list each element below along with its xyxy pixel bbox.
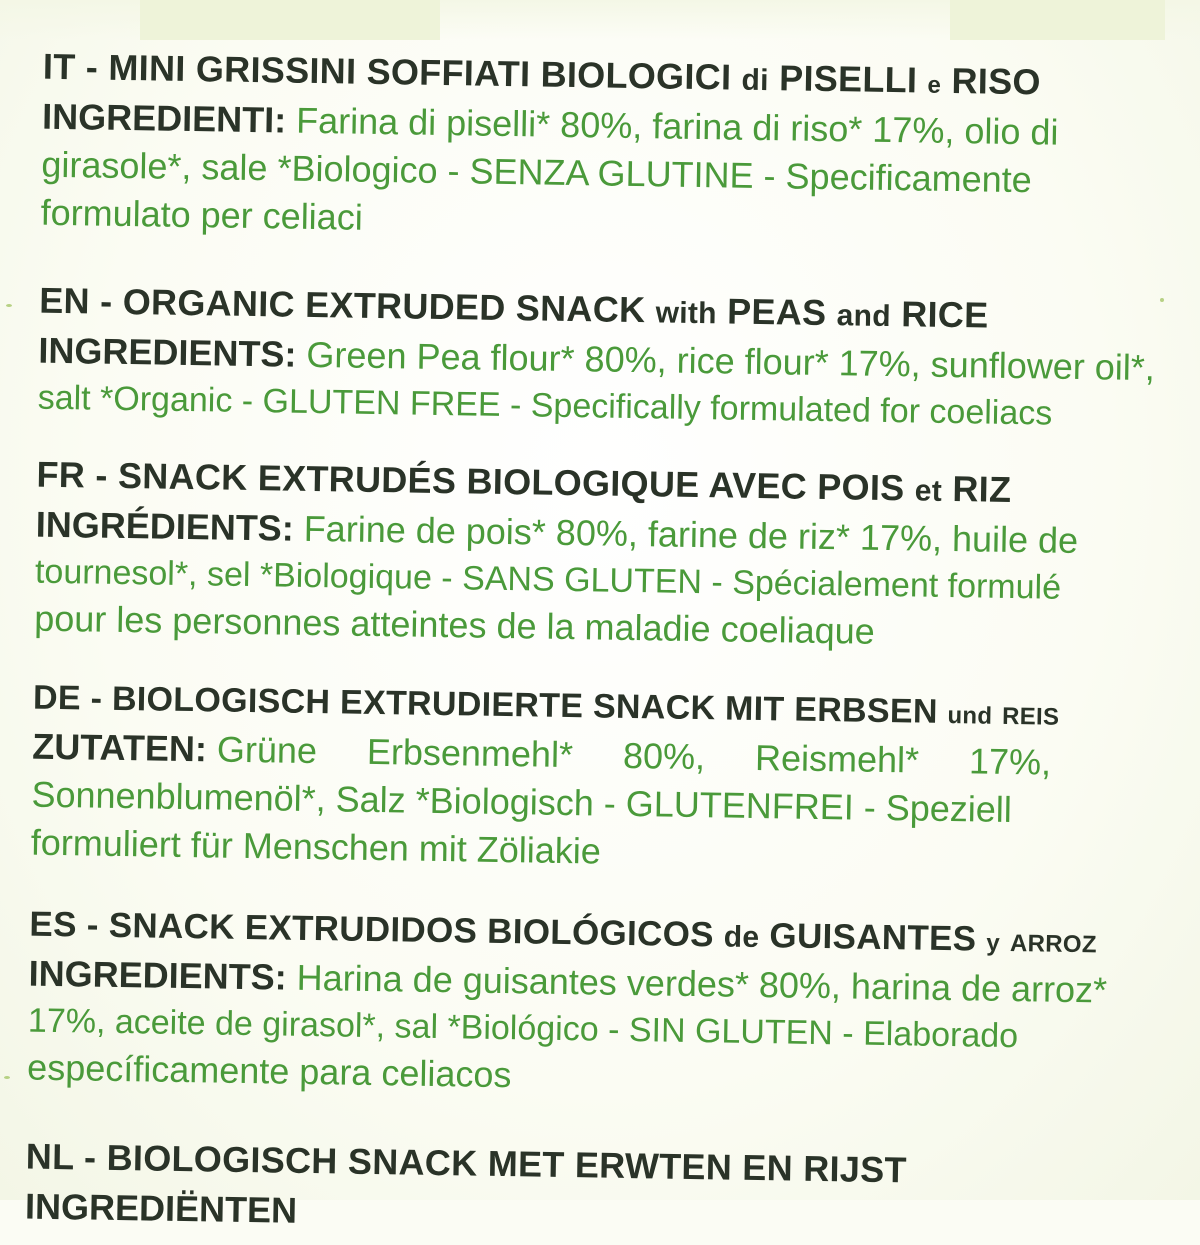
label-colon: : [194,728,218,770]
section-heading [29,904,1169,960]
section-fr [33,453,1177,655]
ingredients-continued: formulato per celiaci [40,191,364,238]
ingredients-label: INGREDIENTS [38,329,285,375]
language-code: IT [42,45,76,88]
product-name: MINI GRISSINI SOFFIATI BIOLOGICI [108,46,732,98]
section-nl [24,1135,1166,1243]
ingredients-continued: pour les personnes atteintes de la maladie coeliaque [33,597,876,652]
ingredients-continued: girasole*, sale *Biologico - SENZA GLUTINE - Specificamente [41,143,1033,201]
ingredients-continued: salt *Organic - GLUTEN FREE - Specifically formulated for coeliacs [37,378,1053,433]
section-es [26,904,1170,1104]
heading-connector-2: e [927,71,942,99]
product-name: SNACK EXTRUDIDOS BIOLÓGICOS [108,905,715,955]
ingredients-continued: Sonnenblumenöl*, Salz *Biologisch - GLUTENFREI - Speziell [31,773,1013,830]
heading-connector: de [723,920,760,955]
heading-separator: - [95,454,119,496]
label-colon: : [274,956,298,998]
ingredients-continued: tournesol*, sel *Biologique - SANS GLUTEN - Spécialement formulé [34,552,1062,607]
ingredients-label: INGREDIENTI [41,95,275,141]
product-name: SNACK EXTRUDÉS BIOLOGIQUE AVEC POIS [117,454,905,509]
ingredients-text: Harina de guisantes verdes* 80%, harina de arroz* [296,956,1108,1011]
section-heading [25,1135,1166,1193]
ingredients-continued: específicamente para celiacos [26,1046,512,1096]
ingredients-label: ZUTATEN [31,725,196,770]
heading-connector-2: and [836,299,892,334]
heading-connector: et [914,474,943,508]
section-heading [42,45,1183,103]
heading-separator: - [90,679,113,718]
ingredients-line [24,1185,1165,1243]
ingredients-label: INGREDIËNTEN [24,1185,298,1231]
product-name: BIOLOGISCH SNACK MET ERWTEN EN RIJST [106,1136,908,1191]
ingredients-label: INGREDIENTS [28,952,276,998]
product-name: ORGANIC EXTRUDED SNACK [122,280,646,331]
product-ingredient-1: RIZ [952,468,1012,510]
ingredients-label: INGRÉDIENTS [35,503,283,549]
ingredients-line [41,95,1182,153]
language-code: NL [25,1135,75,1178]
product-ingredient-2: RICE [900,293,989,336]
heading-separator: - [83,1136,108,1178]
language-code: DE [32,678,82,718]
language-code: ES [29,904,78,945]
ingredients-text: Grüne Erbsenmehl* 80%, Reismehl* 17%, [216,728,1052,783]
language-code: EN [38,279,91,322]
ingredients-line [38,329,1178,389]
language-code: FR [36,453,86,496]
ingredients-line [35,503,1175,561]
heading-connector: di [741,63,770,98]
section-it [40,45,1183,249]
heading-connector-2: y [986,929,1001,957]
product-ingredient-1: REIS [1001,702,1060,731]
product-ingredient-1: GUISANTES [769,916,977,959]
product-ingredient-2: RISO [951,59,1042,103]
section-de [30,678,1173,879]
heading-separator: - [99,280,124,322]
heading-connector: with [655,296,718,331]
product-ingredient-2: ARROZ [1009,929,1098,959]
ingredients-text: Farine de pois* 80%, farine de riz* 17%, huile de [303,507,1079,561]
section-heading [36,453,1176,511]
ingredients-text: Farina di piselli* 80%, farina di riso* 17%, olio di [295,99,1059,153]
heading-separator: - [85,46,109,88]
ingredients-continued: 17%, aceite de girasol*, sal *Biológico - SIN GLUTEN - Elaborado [27,1001,1019,1056]
ingredients-line [31,725,1172,783]
label-colon: : [273,99,297,141]
label-colon: : [281,507,305,549]
heading-separator: - [86,905,110,945]
ingredients-continued: formuliert für Menschen mit Zöliakie [30,821,602,872]
section-en [37,279,1179,433]
product-name: BIOLOGISCH EXTRUDIERTE SNACK MIT ERBSEN [111,679,939,731]
section-heading [38,279,1179,337]
ingredients-text: Green Pea flour* 80%, rice flour* 17%, sunflower oil*, [306,333,1156,389]
heading-connector: und [947,701,993,730]
product-ingredient-1: PEAS [726,290,827,334]
label-colon: : [284,333,307,375]
product-ingredient-1: PISELLI [778,57,918,101]
ingredients-line [28,952,1168,1011]
section-heading [32,678,1173,733]
